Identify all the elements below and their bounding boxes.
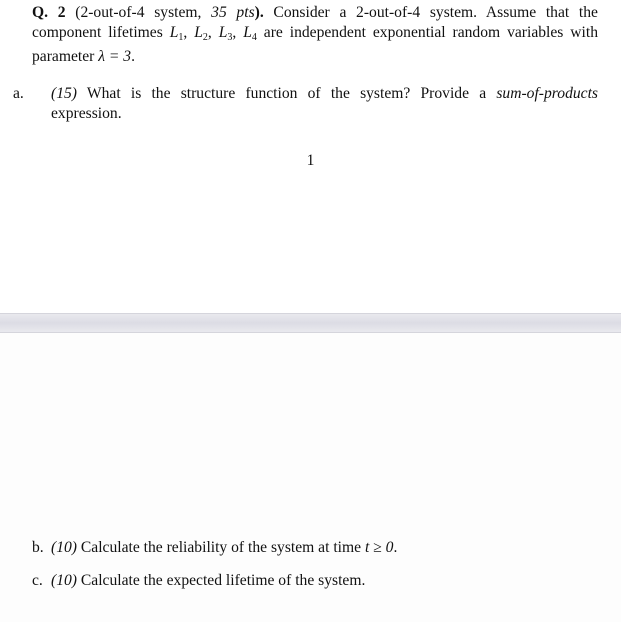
part-b-points: (10): [51, 539, 77, 556]
part-a-label: a.: [13, 85, 24, 102]
part-c-points: (10): [51, 572, 77, 589]
part-c-label: c.: [32, 572, 43, 589]
part-b: b. (10) Calculate the reliability of the system at time t ≥ 0.: [32, 539, 398, 556]
question-number: Q. 2: [32, 4, 66, 21]
part-b-math: t ≥ 0: [364, 539, 394, 556]
part-a-emphasis: sum-of-products: [496, 85, 598, 102]
page-number: 1: [306, 152, 315, 169]
part-b-label: b.: [32, 539, 44, 556]
part-a-points: (15): [51, 85, 77, 102]
question-title: 2-out-of-4 system,: [80, 4, 212, 21]
question-intro: Consider a 2-out-of-4 system. Assume that the component lifetimes: [32, 4, 598, 41]
page-separator: [0, 313, 621, 333]
part-c: c. (10) Calculate the expected lifetime of the system.: [32, 572, 366, 589]
question-header: Q. 2 (2-out-of-4 system, 35 pts). Consider a 2-out-of-4 system. Assume that the component lifetimes $L_1$, $L_2$, $L_3$, $L_4$ are independent exponential random variables with parameter λ = 3.: [32, 4, 598, 65]
question-points: 35 pts: [211, 4, 255, 21]
lambda-parameter: λ = 3: [98, 48, 132, 65]
part-a: a. (15) What is the structure function of the system? Provide a sum-of-products expression.: [13, 85, 598, 122]
